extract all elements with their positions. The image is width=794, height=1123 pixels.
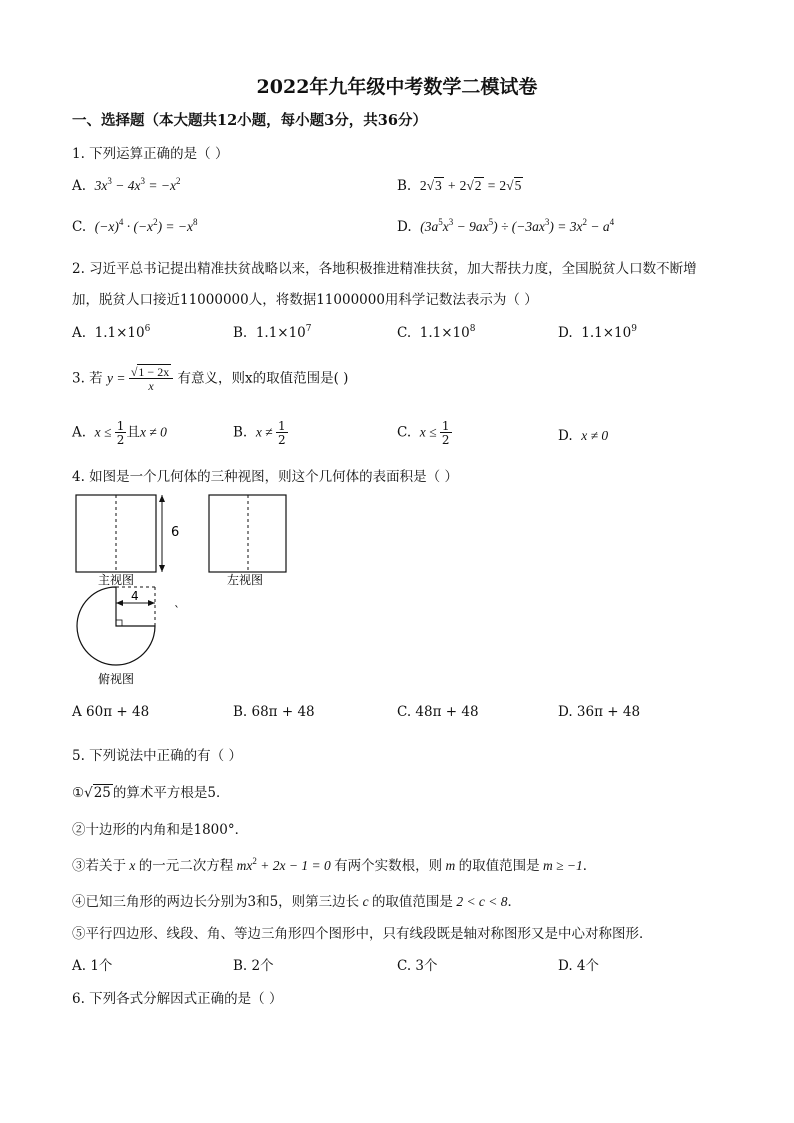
q4-option-c: C. 48π + 48 <box>397 704 479 720</box>
q5-option-c: C. 3个 <box>397 958 438 974</box>
page-title: 2022年九年级中考数学二模试卷 <box>256 76 538 98</box>
radius-arrow-left <box>116 600 123 606</box>
q6-stem: 6. 下列各式分解因式正确的是（ ） <box>72 991 283 1007</box>
q3-option-d: D. x ≠ 0 <box>558 428 609 444</box>
q2-option-d: D. $1.1\times 10^9$ <box>558 324 637 341</box>
radius-label: 4 <box>131 589 139 603</box>
q5-statement-5: ⑤平行四边形、线段、角、等边三角形四个图形中，只有线段既是轴对称图形又是中心对称图形． <box>72 926 653 942</box>
section-heading: 一、选择题（本大题共12小题，每小题3分，共36分） <box>72 112 427 129</box>
q4-option-d: D. 36π + 48 <box>558 704 641 720</box>
q3-option-b: B. x ≠ $\frac{1}{2}$ <box>233 419 286 447</box>
q5-stem: 5. 下列说法中正确的有（ ） <box>72 748 242 764</box>
q5-statement-2: ②十边形的内角和是1800°． <box>72 822 249 838</box>
q3-stem: 3. 若 y = $\frac{√1 - 2x}{x}$ 有意义，则x的取值范围是( ) <box>72 365 349 393</box>
q5-statement-3: ③若关于 x 的一元二次方程 $mx^2 + 2x - 1 = 0$ 有两个实数根，则 m 的取值范围是 m ≥ −1． <box>72 856 597 874</box>
dimension-arrow-bottom <box>159 565 165 572</box>
q5-statement-1: ①√25 的算术平方根是5． <box>72 785 230 801</box>
q3-option-a: A. x ≤ $\frac{1}{2}$ 且x ≠ 0 <box>72 419 167 447</box>
q4-stem: 4. 如图是一个几何体的三种视图，则这个几何体的表面积是（ ） <box>72 469 458 485</box>
q1-option-c: C. $(-x)^4 \cdot (-x^2) = -x^8$ <box>72 217 198 235</box>
three-views-figure <box>70 490 300 695</box>
right-angle-mark <box>116 620 122 626</box>
stray-dot: ˋ <box>174 604 180 618</box>
q1-option-a: A. $3x^3 - 4x^3 = -x^2$ <box>72 176 181 194</box>
height-label: 6 <box>171 525 180 540</box>
q5-option-d: D. 4个 <box>558 958 600 974</box>
q2-stem-line1: 2. 习近平总书记提出精准扶贫战略以来，各地积极推进精准扶贫，加大帮扶力度，全国脱贫人口数不断增 <box>72 261 697 277</box>
q2-stem-line2: 加，脱贫人口接近11000000人，将数据11000000用科学记数法表示为（ ） <box>72 292 538 308</box>
q1-option-d: D. $(3a^5x^3 - 9ax^5) \div (-3ax^3) = 3x^2 - a^4$ <box>397 217 615 235</box>
q1-stem: 1. 下列运算正确的是（ ） <box>72 146 229 162</box>
left-view-label: 左视图 <box>227 573 264 587</box>
q2-option-c: C. $1.1\times 10^8$ <box>397 324 476 341</box>
q5-option-a: A. 1个 <box>72 958 113 974</box>
q3-option-c: C. x ≤ $\frac{1}{2}$ <box>397 419 450 447</box>
q4-option-a: A 60π + 48 <box>72 704 150 720</box>
q2-option-a: A. $1.1\times 10^6$ <box>72 324 151 341</box>
q3-fraction: $\frac{√1 - 2x}{x}$ <box>129 366 173 392</box>
q1-option-b: B. 2√3 + 2√2 = 2√5 <box>397 178 522 194</box>
q5-statement-4: ④已知三角形的两边长分别为3和5，则第三边长 c 的取值范围是 2 < c < 8． <box>72 894 522 910</box>
q2-option-b: B. $1.1\times 10^7$ <box>233 324 312 341</box>
top-view-label: 俯视图 <box>98 672 135 686</box>
front-view-label: 主视图 <box>98 573 135 587</box>
dimension-arrow-top <box>159 495 165 502</box>
q5-option-b: B. 2个 <box>233 958 274 974</box>
q4-option-b: B. 68π + 48 <box>233 704 315 720</box>
radius-arrow-right <box>148 600 155 606</box>
